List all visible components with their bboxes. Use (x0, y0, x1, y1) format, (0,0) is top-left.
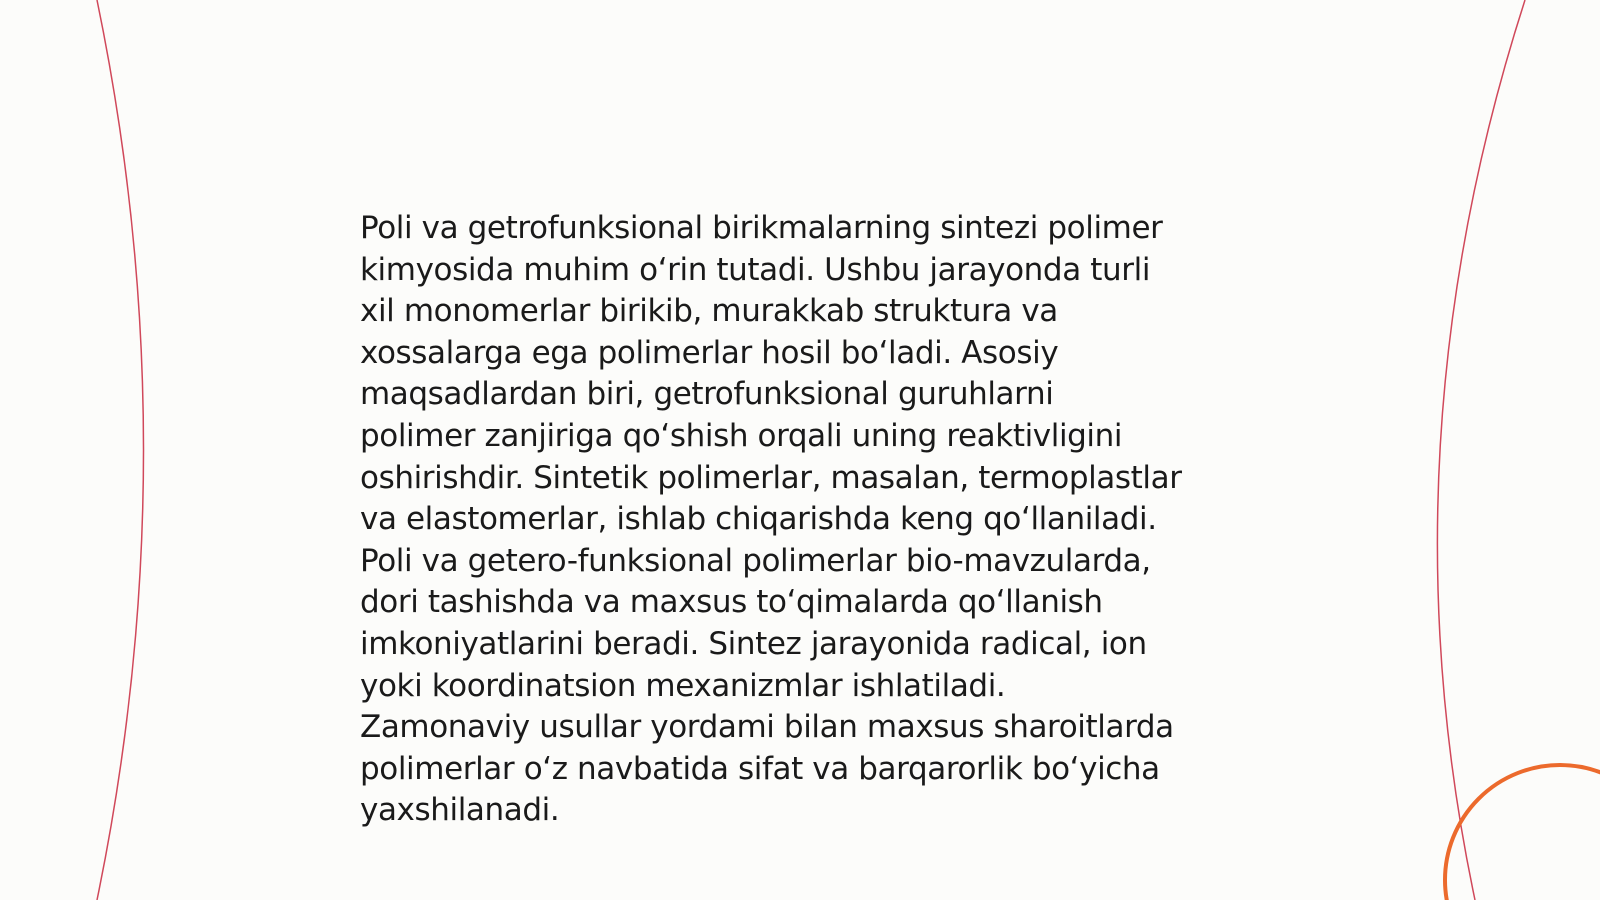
left-arc-line (97, 0, 144, 900)
right-arc-line (1437, 0, 1525, 900)
slide-body-text: Poli va getrofunksional birikmalarning sintezi polimer kimyosida muhim o‘rin tutadi. Ushbu jarayonda turli xil monomerlar birikib, murakkab struktura va xossalarga ega polimerlar hosil bo‘ladi. Asosiy maqsadlardan biri, getrofunksional guruhlarni polimer zanjiriga qo‘shish orqali uning reaktivligini oshirishdir. Sintetik polimerlar, masalan, termoplastlar va elastomerlar, ishlab chiqarishda keng qo‘llaniladi. Poli va getero-funksional polimerlar bio-mavzularda, dori tashishda va maxsus to‘qimalarda qo‘llanish imkoniyatlarini beradi. Sintez jarayonida radical, ion yoki koordinatsion mexanizmlar ishlatiladi. Zamonaviy usullar yordami bilan maxsus sharoitlarda polimerlar o‘z navbatida sifat va barqarorlik bo‘yicha yaxshilanadi. (360, 210, 1182, 829)
orange-circle-outline (1445, 765, 1600, 900)
